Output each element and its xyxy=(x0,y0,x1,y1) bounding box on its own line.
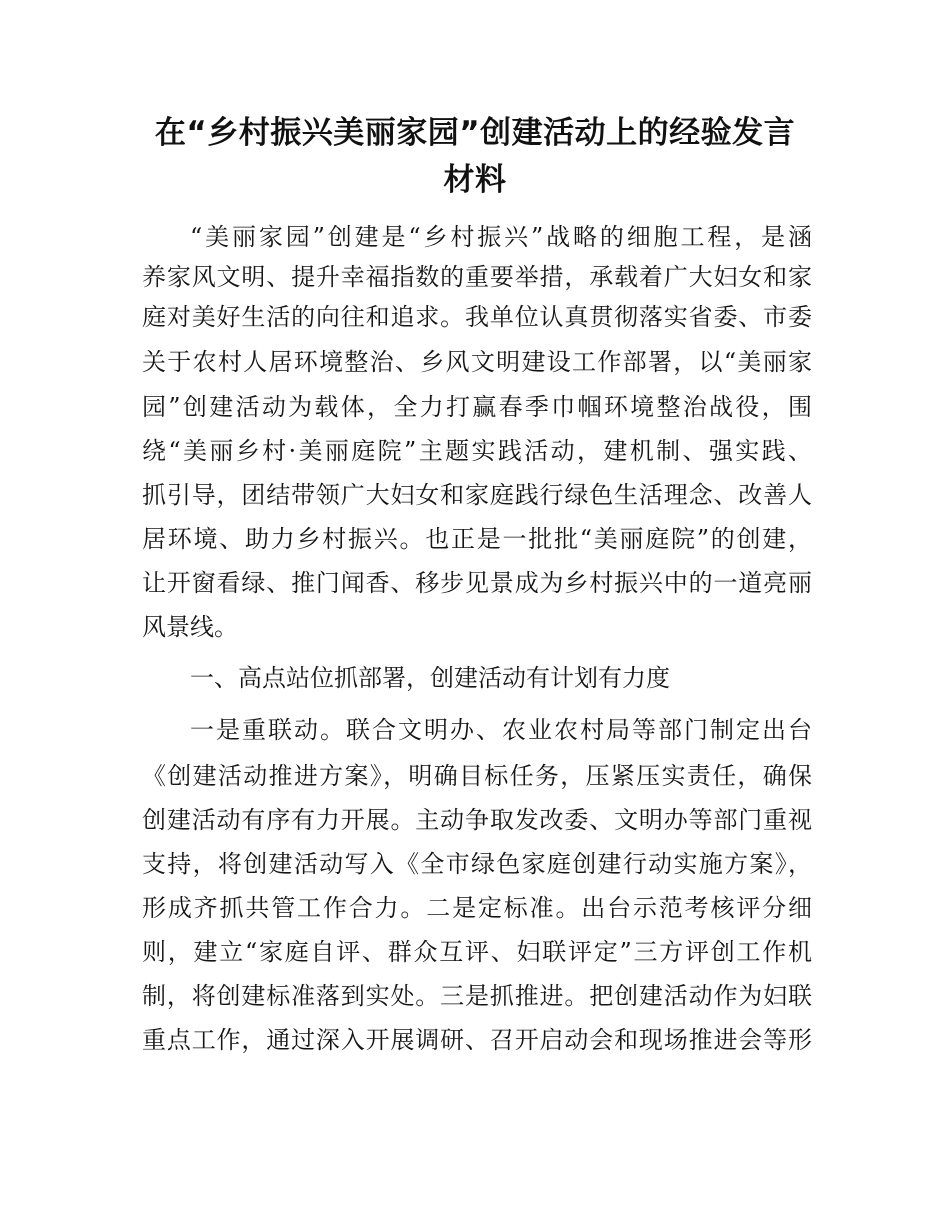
body-line: 关于农村人居环境整治、乡风文明建设工作部署，以“美丽家 xyxy=(142,348,812,376)
body-line: 风景线。 xyxy=(142,613,238,641)
body-line: 《创建活动推进方案》，明确目标任务，压紧压实责任，确保 xyxy=(142,762,812,790)
body-line: 重点工作，通过深入开展调研、召开启动会和现场推进会等形 xyxy=(142,1026,812,1054)
body-line: 抓引导，团结带领广大妇女和家庭践行绿色生活理念、改善人 xyxy=(142,481,812,509)
body-line: 绕“美丽乡村·美丽庭院”主题实践活动，建机制、强实践、 xyxy=(142,437,812,465)
body-line: 制，将创建标准落到实处。三是抓推进。把创建活动作为妇联 xyxy=(142,982,812,1010)
document-title: 在“乡村振兴美丽家园”创建活动上的经验发言材料 xyxy=(154,115,796,198)
body-line: 园”创建活动为载体，全力打赢春季巾帼环境整治战役，围 xyxy=(142,393,812,421)
body-line: 一是重联动。联合文明办、农业农村局等部门制定出台 xyxy=(190,716,812,744)
body-line: 创建活动有序有力开展。主动争取发改委、文明办等部门重视 xyxy=(142,806,812,834)
body-line: 支持，将创建活动写入《全市绿色家庭创建行动实施方案》， xyxy=(142,850,812,878)
body-line: 则，建立“家庭自评、群众互评、妇联评定”三方评创工作机 xyxy=(142,938,812,966)
body-line: “美丽家园”创建是“乡村振兴”战略的细胞工程，是涵 xyxy=(190,223,812,251)
body-line: 居环境、助力乡村振兴。也正是一批批“美丽庭院”的创建， xyxy=(142,525,812,553)
body-line: 形成齐抓共管工作合力。二是定标准。出台示范考核评分细 xyxy=(142,894,812,922)
body-line: 让开窗看绿、推门闻香、移步见景成为乡村振兴中的一道亮丽 xyxy=(142,569,812,597)
body-line: 庭对美好生活的向往和追求。我单位认真贯彻落实省委、市委 xyxy=(142,303,812,331)
body-line: 养家风文明、提升幸福指数的重要举措，承载着广大妇女和家 xyxy=(142,263,812,291)
section-heading: 一、高点站位抓部署，创建活动有计划有力度 xyxy=(190,664,670,692)
